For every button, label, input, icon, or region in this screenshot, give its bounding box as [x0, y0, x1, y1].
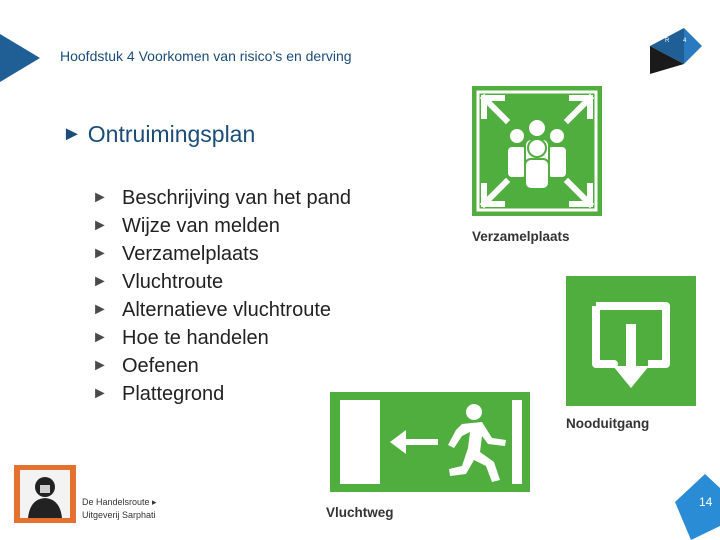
assembly-point-caption: Verzamelplaats [472, 229, 570, 244]
badge-letter-r: R [665, 38, 670, 44]
bullet-arrow-icon: ► [92, 385, 108, 402]
list-item-text: Oefenen [122, 354, 199, 377]
bullet-arrow-icon: ► [92, 301, 108, 318]
slide-title-text: Ontruimingsplan [87, 121, 256, 147]
list-item-text: Hoe te handelen [122, 326, 269, 349]
publisher-name-line2: Uitgeverij Sarphati [82, 510, 156, 520]
publisher-name-line1: De Handelsroute ▸ [82, 497, 157, 507]
list-item [92, 324, 351, 352]
page-number-badge [675, 474, 720, 540]
emergency-exit-sign-icon [566, 276, 696, 406]
heading-arrow-icon: ► [62, 123, 82, 145]
bullet-list [92, 184, 351, 408]
list-item [92, 212, 351, 240]
list-item [92, 184, 351, 212]
list-item-text: Alternatieve vluchtroute [122, 298, 332, 321]
chapter-title: Hoofdstuk 4 Voorkomen van risico’s en derving [60, 48, 352, 64]
emergency-exit-caption: Nooduitgang [566, 416, 650, 431]
list-item [92, 296, 351, 324]
slide-title [62, 121, 255, 148]
bullet-arrow-icon: ► [92, 217, 108, 234]
bullet-arrow-icon: ► [92, 189, 108, 206]
list-item [92, 268, 351, 296]
list-item-text: Vluchtroute [122, 270, 224, 293]
list-item [92, 380, 351, 408]
corner-triangle-decoration [0, 34, 40, 82]
list-item-text: Beschrijving van het pand [122, 186, 352, 209]
list-item-text: Plattegrond [122, 382, 225, 405]
bullet-arrow-icon: ► [92, 245, 108, 262]
escape-route-sign-icon [330, 392, 530, 492]
list-item-text: Wijze van melden [122, 214, 280, 237]
bullet-arrow-icon: ► [92, 329, 108, 346]
list-item [92, 352, 351, 380]
assembly-point-sign-icon [472, 86, 602, 216]
bullet-arrow-icon: ► [92, 357, 108, 374]
list-item [92, 240, 351, 268]
bullet-arrow-icon: ► [92, 273, 108, 290]
chapter-badge [650, 26, 702, 74]
escape-route-caption: Vluchtweg [326, 505, 394, 520]
badge-letter-4: 4 [683, 38, 687, 44]
list-item-text: Verzamelplaats [122, 242, 259, 265]
portrait-icon [14, 465, 76, 523]
publisher-logo [14, 465, 76, 523]
page-number: 14 [699, 495, 713, 509]
